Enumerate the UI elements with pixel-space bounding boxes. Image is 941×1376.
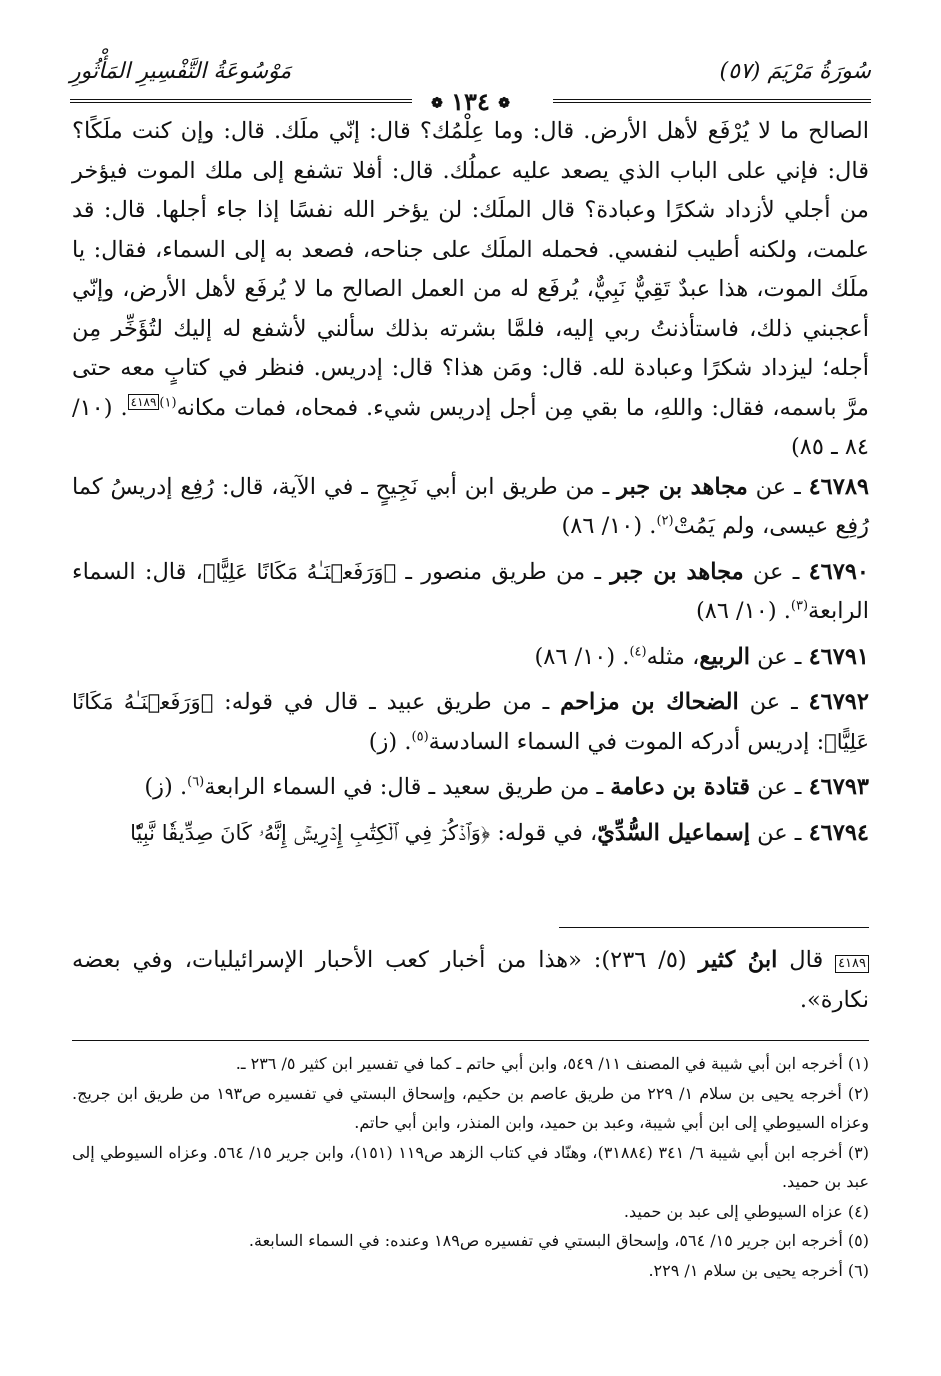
commentary-box-label: ٤١٨٩ bbox=[835, 955, 869, 973]
source-ref: . (١٠/ ٨٦) bbox=[695, 598, 791, 624]
hadith-pre: ـ عن bbox=[738, 689, 809, 715]
hadith-entry bbox=[72, 683, 869, 762]
footnote: (٢) أخرجه يحيى بن سلام ١/ ٢٢٩ من طريق عاصم بن حكيم، وإسحاق البستي في تفسيره ص١٩٣ من طريق ابن جريج. وعزاه السيوطي إلى ابن أبي شيبة، وعبد بن حميد، وابن المنذر، وابن أبي حاتم. bbox=[72, 1083, 869, 1132]
source-ref: . (ز) bbox=[368, 728, 412, 755]
main-text bbox=[72, 112, 869, 859]
footnote-ref: (٦) bbox=[187, 774, 205, 790]
commentator-name: ابنُ كثير bbox=[698, 947, 778, 973]
narrator-name: مجاهد بن جبر bbox=[610, 558, 744, 585]
hadith-text: ـ من طريق منصور ـ bbox=[396, 558, 611, 585]
hadith-text: ـ من طريق ابن أبي نَجِيحٍ ـ في الآية، قال: رُفِع إدريسُ كما رُفِع عيسى، ولم يَمُتْ bbox=[72, 473, 869, 539]
footnote: (٣) أخرجه ابن أبي شيبة ٦/ ٣٤١ (٣١٨٨٤)، وهنّاد في كتاب الزهد ص١١٩ (١٥١)، وابن جرير ١٥/ ٥٦٤. وعزاه السيوطي إلى عبد بن حميد. bbox=[72, 1142, 870, 1191]
surah-number: (٥٧) bbox=[719, 59, 761, 84]
commentary-pre: قال bbox=[777, 947, 836, 973]
quran-verse: ﴿وَرَفَعۡنَـٰهُ مَكَانًا عَلِيًّا﴾ bbox=[72, 690, 869, 754]
footnote-ref: (٢) bbox=[656, 513, 674, 529]
footnote-ref: (٤) bbox=[629, 644, 647, 659]
hadith-number: ٤٦٧٨٩ bbox=[808, 473, 870, 500]
hadith-number: ٤٦٧٩١ bbox=[808, 643, 869, 670]
hadith-text: ، في قوله: bbox=[490, 819, 598, 846]
narrator-name: مجاهد بن جبر bbox=[617, 473, 748, 500]
footnote: (٥) أخرجه ابن جرير ١٥/ ٥٦٤، وإسحاق البستي في تفسيره ص١٨٩ وعنده: في السماء السابعة. bbox=[248, 1231, 869, 1250]
narrator-name: الضحاك بن مزاحم bbox=[560, 689, 739, 715]
narrative-paragraph bbox=[72, 112, 869, 468]
hadith-post: ، قال: السماء الرابعة bbox=[72, 558, 869, 624]
narrative-text: الصالح ما لا يُرْفَع لأهل الأرض. قال: وما عِلْمُك؟ قال: إنّي ملَك. قال: وإن كنت ملَكًا؟ قال: فإني على الباب الذي يصعد عليه عملُك. قال: أفلا تشفع إلى ملك الموت فيؤخر من أجلي لأزداد شكرًا وعبادة؟ قال الملَك: لن يؤخر الله نفسًا إذا جاء أجلها. قال: قد علمت، ولكنه أطيب لنفسي. فحمله الملَك على جناحه، فصعد به إلى السماء، فقال: يا ملَك الموت، هذا عبدٌ تَقِيٌّ نَبِيٌّ، يُرفَع له من العمل الصالح ما لا يُرفَع لأهل الأرض، وإنّي أعجبني ذلك، فاستأذنتُ ربي إليه، فلمَّا بشرته بذلك سألني لأشفع له إليك لتُؤَخِّر مِن أجله؛ ليزداد شكرًا وعبادة لله. قال: ومَن هذا؟ قال: إدريس. فنظر في كتابٍ معه حتى مرَّ باسمه، فقال: واللهِ، ما بقي مِن أجل إدريس شيء. فمحاه، فمات مكانه bbox=[72, 118, 869, 421]
commentary-text: (٥/ ٢٣٦): «هذا من أخبار كعب الأحبار الإسرائيليات، وفي بعضه نكارة». bbox=[72, 947, 869, 1013]
footnote: (٤) عزاه السيوطي إلى عبد بن حميد. bbox=[623, 1201, 869, 1221]
hadith-entry bbox=[72, 814, 869, 854]
footnote-ref: (٣) bbox=[790, 598, 809, 614]
hadith-number: ٤٦٧٩٢ bbox=[808, 689, 869, 715]
hadith-pre: ـ عن bbox=[749, 819, 809, 846]
page-header bbox=[70, 55, 871, 116]
source-ref: . (١٠/ ٨٦) bbox=[561, 513, 657, 539]
footnote: (١) أخرجه ابن أبي شيبة في المصنف ١١/ ٥٤٩، وابن أبي حاتم ـ كما في تفسير ابن كثير ٥/ ٢٣٦ ـ. bbox=[235, 1054, 869, 1073]
footnote: (٦) أخرجه يحيى بن سلام ١/ ٢٢٩. bbox=[648, 1260, 869, 1280]
page-number: ١٣٤ bbox=[451, 87, 490, 116]
hadith-entry bbox=[72, 768, 869, 808]
hadith-entry bbox=[72, 553, 869, 632]
hadith-text: ـ من طريق عبيد ـ قال في قوله: bbox=[213, 689, 561, 715]
hadith-number: ٤٦٧٩٠ bbox=[808, 558, 869, 585]
footnote-ref: (١) bbox=[159, 395, 177, 410]
hadith-text: ، مثله bbox=[646, 643, 700, 670]
surah-heading bbox=[720, 59, 871, 84]
ornament-icon: ❁ bbox=[431, 95, 443, 112]
source-ref: . (ز) bbox=[144, 774, 188, 800]
commentary-note bbox=[72, 940, 869, 1020]
hadith-pre: ـ عن bbox=[749, 643, 809, 670]
surah-title: سُورَةُ مَرْيَمَ bbox=[767, 59, 871, 84]
quran-verse: ﴿وَرَفَعۡنَـٰهُ مَكَانًا عَلِيًّا﴾ bbox=[202, 559, 397, 584]
commentary-separator bbox=[559, 927, 869, 928]
hadith-number: ٤٦٧٩٣ bbox=[808, 774, 869, 800]
source-ref: . (١٠/ ٨٦) bbox=[534, 643, 630, 670]
hadith-number: ٤٦٧٩٤ bbox=[808, 819, 869, 846]
narrator-name: قتادة بن دعامة bbox=[610, 774, 750, 800]
hadith-pre: ـ عن bbox=[743, 558, 809, 585]
hadith-entry bbox=[72, 468, 869, 547]
footnote-ref: (٥) bbox=[411, 729, 429, 744]
hadith-text: ـ من طريق سعيد ـ قال: في السماء الرابعة bbox=[204, 774, 611, 800]
hadith-post: : إدريس أدركه الموت في السماء السادسة bbox=[428, 728, 825, 755]
footnote-separator bbox=[72, 1040, 869, 1041]
quran-verse: ﴿وَٱذۡكُرۡ فِي ٱلۡكِتَٰبِ إِدۡرِيسَۚ إِنَّهُۥ كَانَ صِدِّيقٗا نَّبِيّٗا bbox=[130, 820, 491, 845]
hadith-pre: ـ عن bbox=[747, 473, 809, 500]
hadith-pre: ـ عن bbox=[749, 774, 809, 800]
book-title: مَوْسُوعَةُ التَّفْسِيرِ المَأْثُورِ bbox=[70, 59, 292, 84]
commentary-box-ref: ٤١٨٩ bbox=[128, 394, 160, 410]
ornament-icon: ❁ bbox=[498, 95, 510, 112]
hadith-entry bbox=[72, 638, 869, 678]
narrator-name: إسماعيل السُّدِّيّ bbox=[597, 819, 750, 846]
narrator-name: الربيع bbox=[699, 643, 750, 670]
source-ref: . (١٠/ ٨٤ ـ ٨٥) bbox=[72, 394, 869, 460]
header-rule bbox=[70, 87, 871, 116]
footnotes bbox=[72, 1049, 869, 1285]
